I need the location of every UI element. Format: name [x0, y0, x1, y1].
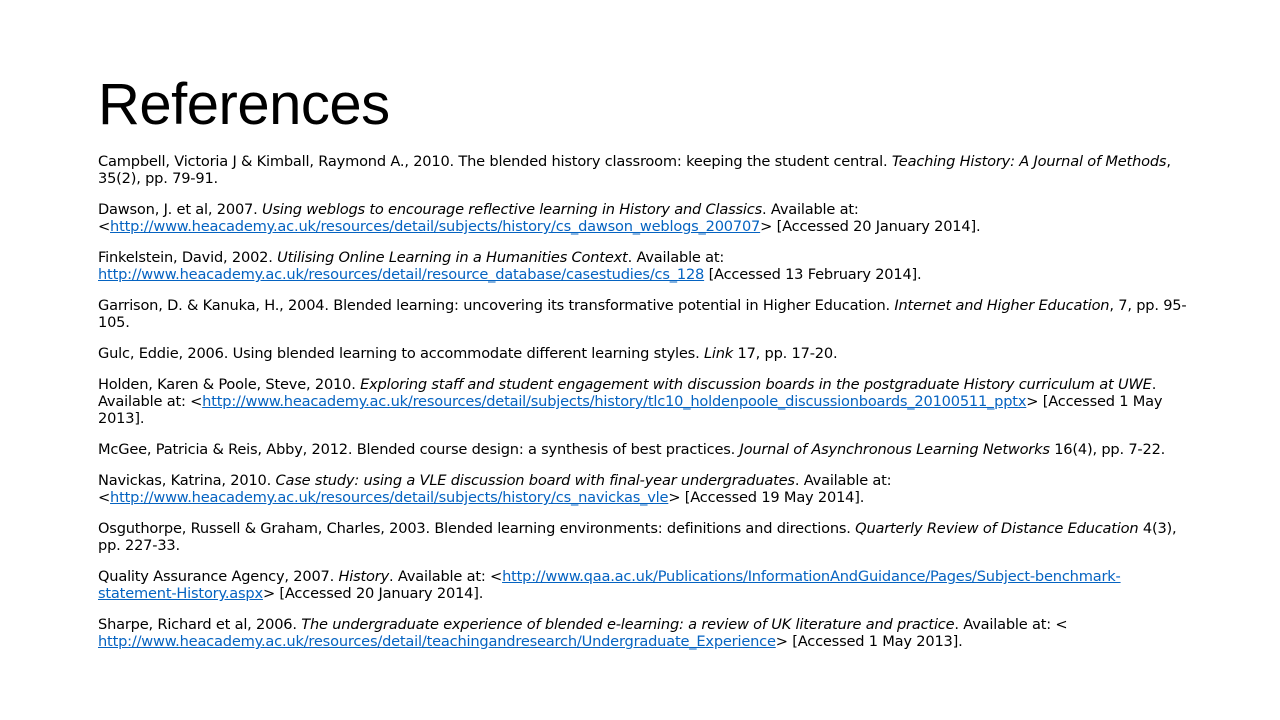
reference-text: [Accessed 13 February 2014].	[704, 266, 922, 283]
reference-item	[98, 249, 1194, 283]
reference-text: , 7, pp. 95-105.	[98, 297, 1187, 331]
reference-italic-title: Exploring staff and student engagement with discussion boards in the postgraduate History curriculum at UWE	[360, 376, 1152, 393]
reference-text: McGee, Patricia & Reis, Abby, 2012. Blended course design: a synthesis of best practices.	[98, 441, 740, 458]
reference-text: Dawson, J. et al, 2007.	[98, 201, 262, 218]
reference-text: Holden, Karen & Poole, Steve, 2010.	[98, 376, 361, 393]
reference-text: 4(3), pp. 227-33.	[98, 520, 1177, 554]
reference-link[interactable]: http://www.heacademy.ac.uk/resources/detail/teachingandresearch/Undergraduate_Experience	[98, 633, 776, 650]
reference-text: Garrison, D. & Kanuka, H., 2004. Blended learning: uncovering its transformative potential in Higher Education.	[98, 297, 895, 314]
reference-list	[98, 153, 1194, 664]
reference-italic-title: History	[338, 568, 390, 585]
reference-text: , 35(2), pp. 79-91.	[98, 153, 1171, 187]
reference-link[interactable]: http://www.heacademy.ac.uk/resources/detail/subjects/history/cs_navickas_vle	[110, 489, 669, 506]
reference-text: 16(4), pp. 7-22.	[1049, 441, 1166, 458]
reference-link[interactable]: http://www.heacademy.ac.uk/resources/detail/subjects/history/tlc10_holdenpoole_discussionboards_20100511_pptx	[202, 393, 1027, 410]
reference-italic-title: Quarterly Review of Distance Education	[855, 520, 1139, 537]
reference-italic-title: Using weblogs to encourage reflective learning in History and Classics	[262, 201, 763, 218]
reference-italic-title: Journal of Asynchronous Learning Networks	[739, 441, 1050, 458]
reference-text: . Available at: <	[98, 201, 859, 235]
reference-text: > [Accessed 20 January 2014].	[760, 218, 981, 235]
reference-text: Osguthorpe, Russell & Graham, Charles, 2003. Blended learning environments: definitions and directions.	[98, 520, 856, 537]
reference-text: . Available at: <	[98, 376, 1157, 410]
reference-link[interactable]: http://www.heacademy.ac.uk/resources/detail/resource_database/casestudies/cs_128	[98, 266, 705, 283]
reference-text: . Available at: <	[954, 616, 1068, 633]
reference-link[interactable]: http://www.qaa.ac.uk/Publications/InformationAndGuidance/Pages/Subject-benchmark-statement-History.aspx	[98, 568, 1121, 602]
reference-text: Gulc, Eddie, 2006. Using blended learning to accommodate different learning styles.	[98, 345, 704, 362]
reference-italic-title: Internet and Higher Education	[894, 297, 1110, 314]
reference-text: . Available at: <	[98, 472, 892, 506]
reference-text: > [Accessed 1 May 2013].	[775, 633, 963, 650]
reference-italic-title: Teaching History: A Journal of Methods	[891, 153, 1167, 170]
slide-title: References	[98, 72, 390, 137]
reference-text: Navickas, Katrina, 2010.	[98, 472, 276, 489]
reference-item	[98, 441, 1194, 458]
reference-text: . Available at:	[627, 249, 725, 266]
reference-item	[98, 297, 1194, 331]
reference-italic-title: The undergraduate experience of blended e-learning: a review of UK literature and practice	[301, 616, 955, 633]
reference-text: > [Accessed 1 May 2013].	[98, 393, 1163, 427]
reference-text: Finkelstein, David, 2002.	[98, 249, 278, 266]
reference-item	[98, 153, 1194, 187]
reference-item	[98, 376, 1194, 427]
reference-text: > [Accessed 20 January 2014].	[262, 585, 484, 602]
reference-link[interactable]: http://www.heacademy.ac.uk/resources/detail/subjects/history/cs_dawson_weblogs_200707	[110, 218, 761, 235]
reference-item	[98, 616, 1194, 650]
reference-item	[98, 201, 1194, 235]
reference-text: 17, pp. 17-20.	[733, 345, 838, 362]
reference-text: Campbell, Victoria J & Kimball, Raymond A., 2010. The blended history classroom: keeping the student central.	[98, 153, 892, 170]
reference-text: . Available at: <	[389, 568, 503, 585]
reference-text: > [Accessed 19 May 2014].	[668, 489, 865, 506]
reference-text: Sharpe, Richard et al, 2006.	[98, 616, 302, 633]
reference-item	[98, 520, 1194, 554]
reference-item	[98, 472, 1194, 506]
reference-item	[98, 568, 1194, 602]
reference-text: Quality Assurance Agency, 2007.	[98, 568, 339, 585]
reference-item	[98, 345, 1194, 362]
reference-italic-title: Utilising Online Learning in a Humanities Context	[277, 249, 628, 266]
reference-italic-title: Case study: using a VLE discussion board with final-year undergraduates	[275, 472, 795, 489]
reference-italic-title: Link	[703, 345, 734, 362]
